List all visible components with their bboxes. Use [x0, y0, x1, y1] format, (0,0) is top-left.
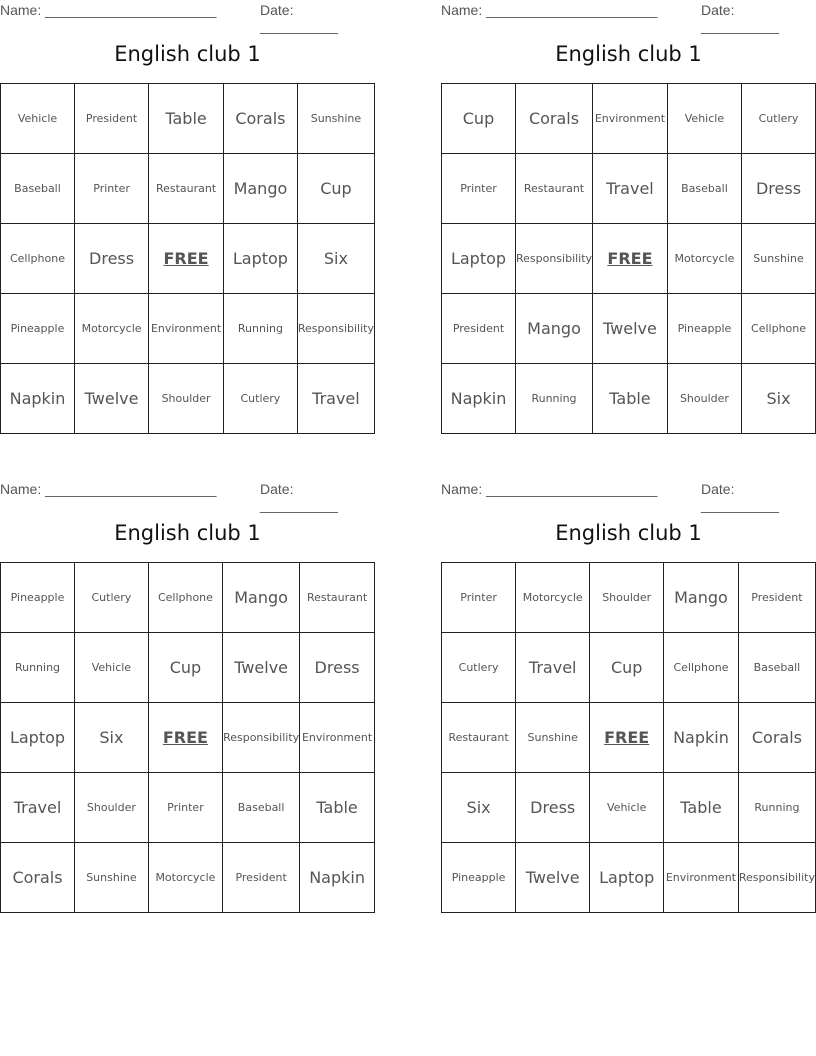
name-field[interactable]: Name: ______________________	[0, 481, 217, 497]
bingo-cell: Vehicle	[75, 633, 149, 703]
bingo-cell: Environment	[593, 84, 668, 154]
name-field[interactable]: Name: ______________________	[0, 2, 217, 18]
bingo-cell: Cutlery	[742, 84, 816, 154]
grid-row	[442, 563, 816, 633]
bingo-cell: Mango	[223, 563, 300, 633]
bingo-cell: Mango	[223, 154, 297, 224]
bingo-cell: Restaurant	[149, 154, 224, 224]
bingo-cell: Dress	[300, 633, 375, 703]
bingo-cell: Sunshine	[516, 703, 590, 773]
bingo-cell: Running	[223, 294, 297, 364]
grid-row	[1, 224, 375, 294]
bingo-cell: Twelve	[516, 843, 590, 913]
bingo-cell: Vehicle	[590, 773, 664, 843]
bingo-cell: Restaurant	[300, 563, 375, 633]
bingo-cell: Shoulder	[149, 364, 224, 434]
bingo-cell: Environment	[664, 843, 739, 913]
bingo-cell: Cutlery	[442, 633, 516, 703]
bingo-cell: Twelve	[223, 633, 300, 703]
bingo-cell: Dress	[742, 154, 816, 224]
date-field[interactable]: Date: __________	[260, 2, 338, 34]
bingo-cell: President	[738, 563, 815, 633]
bingo-cell: Printer	[442, 563, 516, 633]
name-date-line	[441, 2, 816, 34]
bingo-cell: Corals	[223, 84, 297, 154]
bingo-cell: Motorcycle	[667, 224, 741, 294]
card-title: English club 1	[555, 42, 702, 66]
bingo-cell: Dress	[516, 773, 590, 843]
free-cell: FREE	[148, 703, 222, 773]
bingo-cell: Travel	[516, 633, 590, 703]
bingo-cell: Table	[300, 773, 375, 843]
bingo-cell: Cellphone	[742, 294, 816, 364]
date-field[interactable]: Date: __________	[260, 481, 338, 513]
bingo-cell: Laptop	[1, 703, 75, 773]
bingo-cell: Motorcycle	[516, 563, 590, 633]
bingo-cell: Responsibility	[297, 294, 374, 364]
name-date-line	[441, 481, 816, 513]
bingo-cell: Printer	[148, 773, 222, 843]
bingo-cell: Napkin	[300, 843, 375, 913]
bingo-cell: Laptop	[442, 224, 516, 294]
bingo-cell: Twelve	[74, 364, 148, 434]
free-cell: FREE	[593, 224, 668, 294]
card-title: English club 1	[114, 42, 261, 66]
card-title: English club 1	[555, 521, 702, 545]
free-cell: FREE	[149, 224, 224, 294]
bingo-cell: Laptop	[590, 843, 664, 913]
bingo-cell: Napkin	[442, 364, 516, 434]
bingo-cell: Travel	[593, 154, 668, 224]
bingo-cell: Responsibility	[223, 703, 300, 773]
bingo-cell: Pineapple	[1, 294, 75, 364]
date-field[interactable]: Date: __________	[701, 2, 779, 34]
name-field[interactable]: Name: ______________________	[441, 2, 658, 18]
bingo-cell: Cup	[148, 633, 222, 703]
bingo-cell: Baseball	[738, 633, 815, 703]
bingo-cell: Laptop	[223, 224, 297, 294]
bingo-cell: Sunshine	[742, 224, 816, 294]
bingo-cell: Printer	[74, 154, 148, 224]
bingo-cell: Six	[742, 364, 816, 434]
bingo-cell: Baseball	[223, 773, 300, 843]
bingo-cell: Shoulder	[590, 563, 664, 633]
bingo-cell: Dress	[74, 224, 148, 294]
bingo-cell: Running	[1, 633, 75, 703]
grid-row	[1, 154, 375, 224]
bingo-cell: Restaurant	[515, 154, 592, 224]
grid-row	[1, 843, 375, 913]
bingo-cell: President	[223, 843, 300, 913]
bingo-grid	[0, 83, 375, 434]
name-date-line	[0, 2, 375, 34]
grid-row	[442, 364, 816, 434]
grid-row	[1, 84, 375, 154]
bingo-cell: Napkin	[1, 364, 75, 434]
bingo-cell: Travel	[297, 364, 374, 434]
name-date-line	[0, 481, 375, 513]
bingo-cell: Corals	[515, 84, 592, 154]
bingo-cell: President	[74, 84, 148, 154]
bingo-cell: Cup	[442, 84, 516, 154]
bingo-cell: Six	[75, 703, 149, 773]
bingo-cell: Sunshine	[75, 843, 149, 913]
bingo-cell: Vehicle	[1, 84, 75, 154]
bingo-cell: Running	[515, 364, 592, 434]
name-field[interactable]: Name: ______________________	[441, 481, 658, 497]
bingo-cell: Pineapple	[667, 294, 741, 364]
grid-row	[1, 294, 375, 364]
bingo-cell: Pineapple	[442, 843, 516, 913]
bingo-cell: Sunshine	[297, 84, 374, 154]
grid-row	[1, 364, 375, 434]
bingo-cell: Twelve	[593, 294, 668, 364]
grid-row	[1, 703, 375, 773]
bingo-cell: Environment	[300, 703, 375, 773]
bingo-cell: Baseball	[667, 154, 741, 224]
date-field[interactable]: Date: __________	[701, 481, 779, 513]
grid-row	[442, 843, 816, 913]
bingo-cell: Table	[149, 84, 224, 154]
bingo-cell: Pineapple	[1, 563, 75, 633]
bingo-cell: Travel	[1, 773, 75, 843]
bingo-cell: Printer	[442, 154, 516, 224]
bingo-cell: Cellphone	[664, 633, 739, 703]
bingo-cell: Corals	[738, 703, 815, 773]
grid-row	[442, 84, 816, 154]
grid-row	[1, 563, 375, 633]
bingo-cell: Six	[442, 773, 516, 843]
grid-row	[442, 773, 816, 843]
bingo-cell: Table	[593, 364, 668, 434]
bingo-grid	[0, 562, 375, 913]
grid-row	[442, 633, 816, 703]
bingo-cell: Motorcycle	[148, 843, 222, 913]
bingo-cell: President	[442, 294, 516, 364]
bingo-cell: Baseball	[1, 154, 75, 224]
bingo-grid	[441, 83, 816, 434]
bingo-cell: Environment	[149, 294, 224, 364]
bingo-cell: Cutlery	[223, 364, 297, 434]
bingo-cell: Vehicle	[667, 84, 741, 154]
card-title: English club 1	[114, 521, 261, 545]
bingo-cell: Responsibility	[515, 224, 592, 294]
bingo-cell: Cellphone	[1, 224, 75, 294]
grid-row	[442, 224, 816, 294]
bingo-cell: Restaurant	[442, 703, 516, 773]
bingo-cell: Cellphone	[148, 563, 222, 633]
grid-row	[1, 633, 375, 703]
bingo-cell: Shoulder	[667, 364, 741, 434]
bingo-cell: Cup	[590, 633, 664, 703]
grid-row	[442, 294, 816, 364]
grid-row	[442, 154, 816, 224]
bingo-cell: Responsibility	[738, 843, 815, 913]
bingo-cell: Running	[738, 773, 815, 843]
bingo-cell: Shoulder	[75, 773, 149, 843]
bingo-cell: Six	[297, 224, 374, 294]
grid-row	[1, 773, 375, 843]
bingo-cell: Motorcycle	[74, 294, 148, 364]
bingo-cell: Mango	[664, 563, 739, 633]
free-cell: FREE	[590, 703, 664, 773]
bingo-cell: Table	[664, 773, 739, 843]
bingo-cell: Cup	[297, 154, 374, 224]
bingo-grid	[441, 562, 816, 913]
bingo-cell: Mango	[515, 294, 592, 364]
bingo-cell: Corals	[1, 843, 75, 913]
grid-row	[442, 703, 816, 773]
bingo-cell: Cutlery	[75, 563, 149, 633]
bingo-cell: Napkin	[664, 703, 739, 773]
